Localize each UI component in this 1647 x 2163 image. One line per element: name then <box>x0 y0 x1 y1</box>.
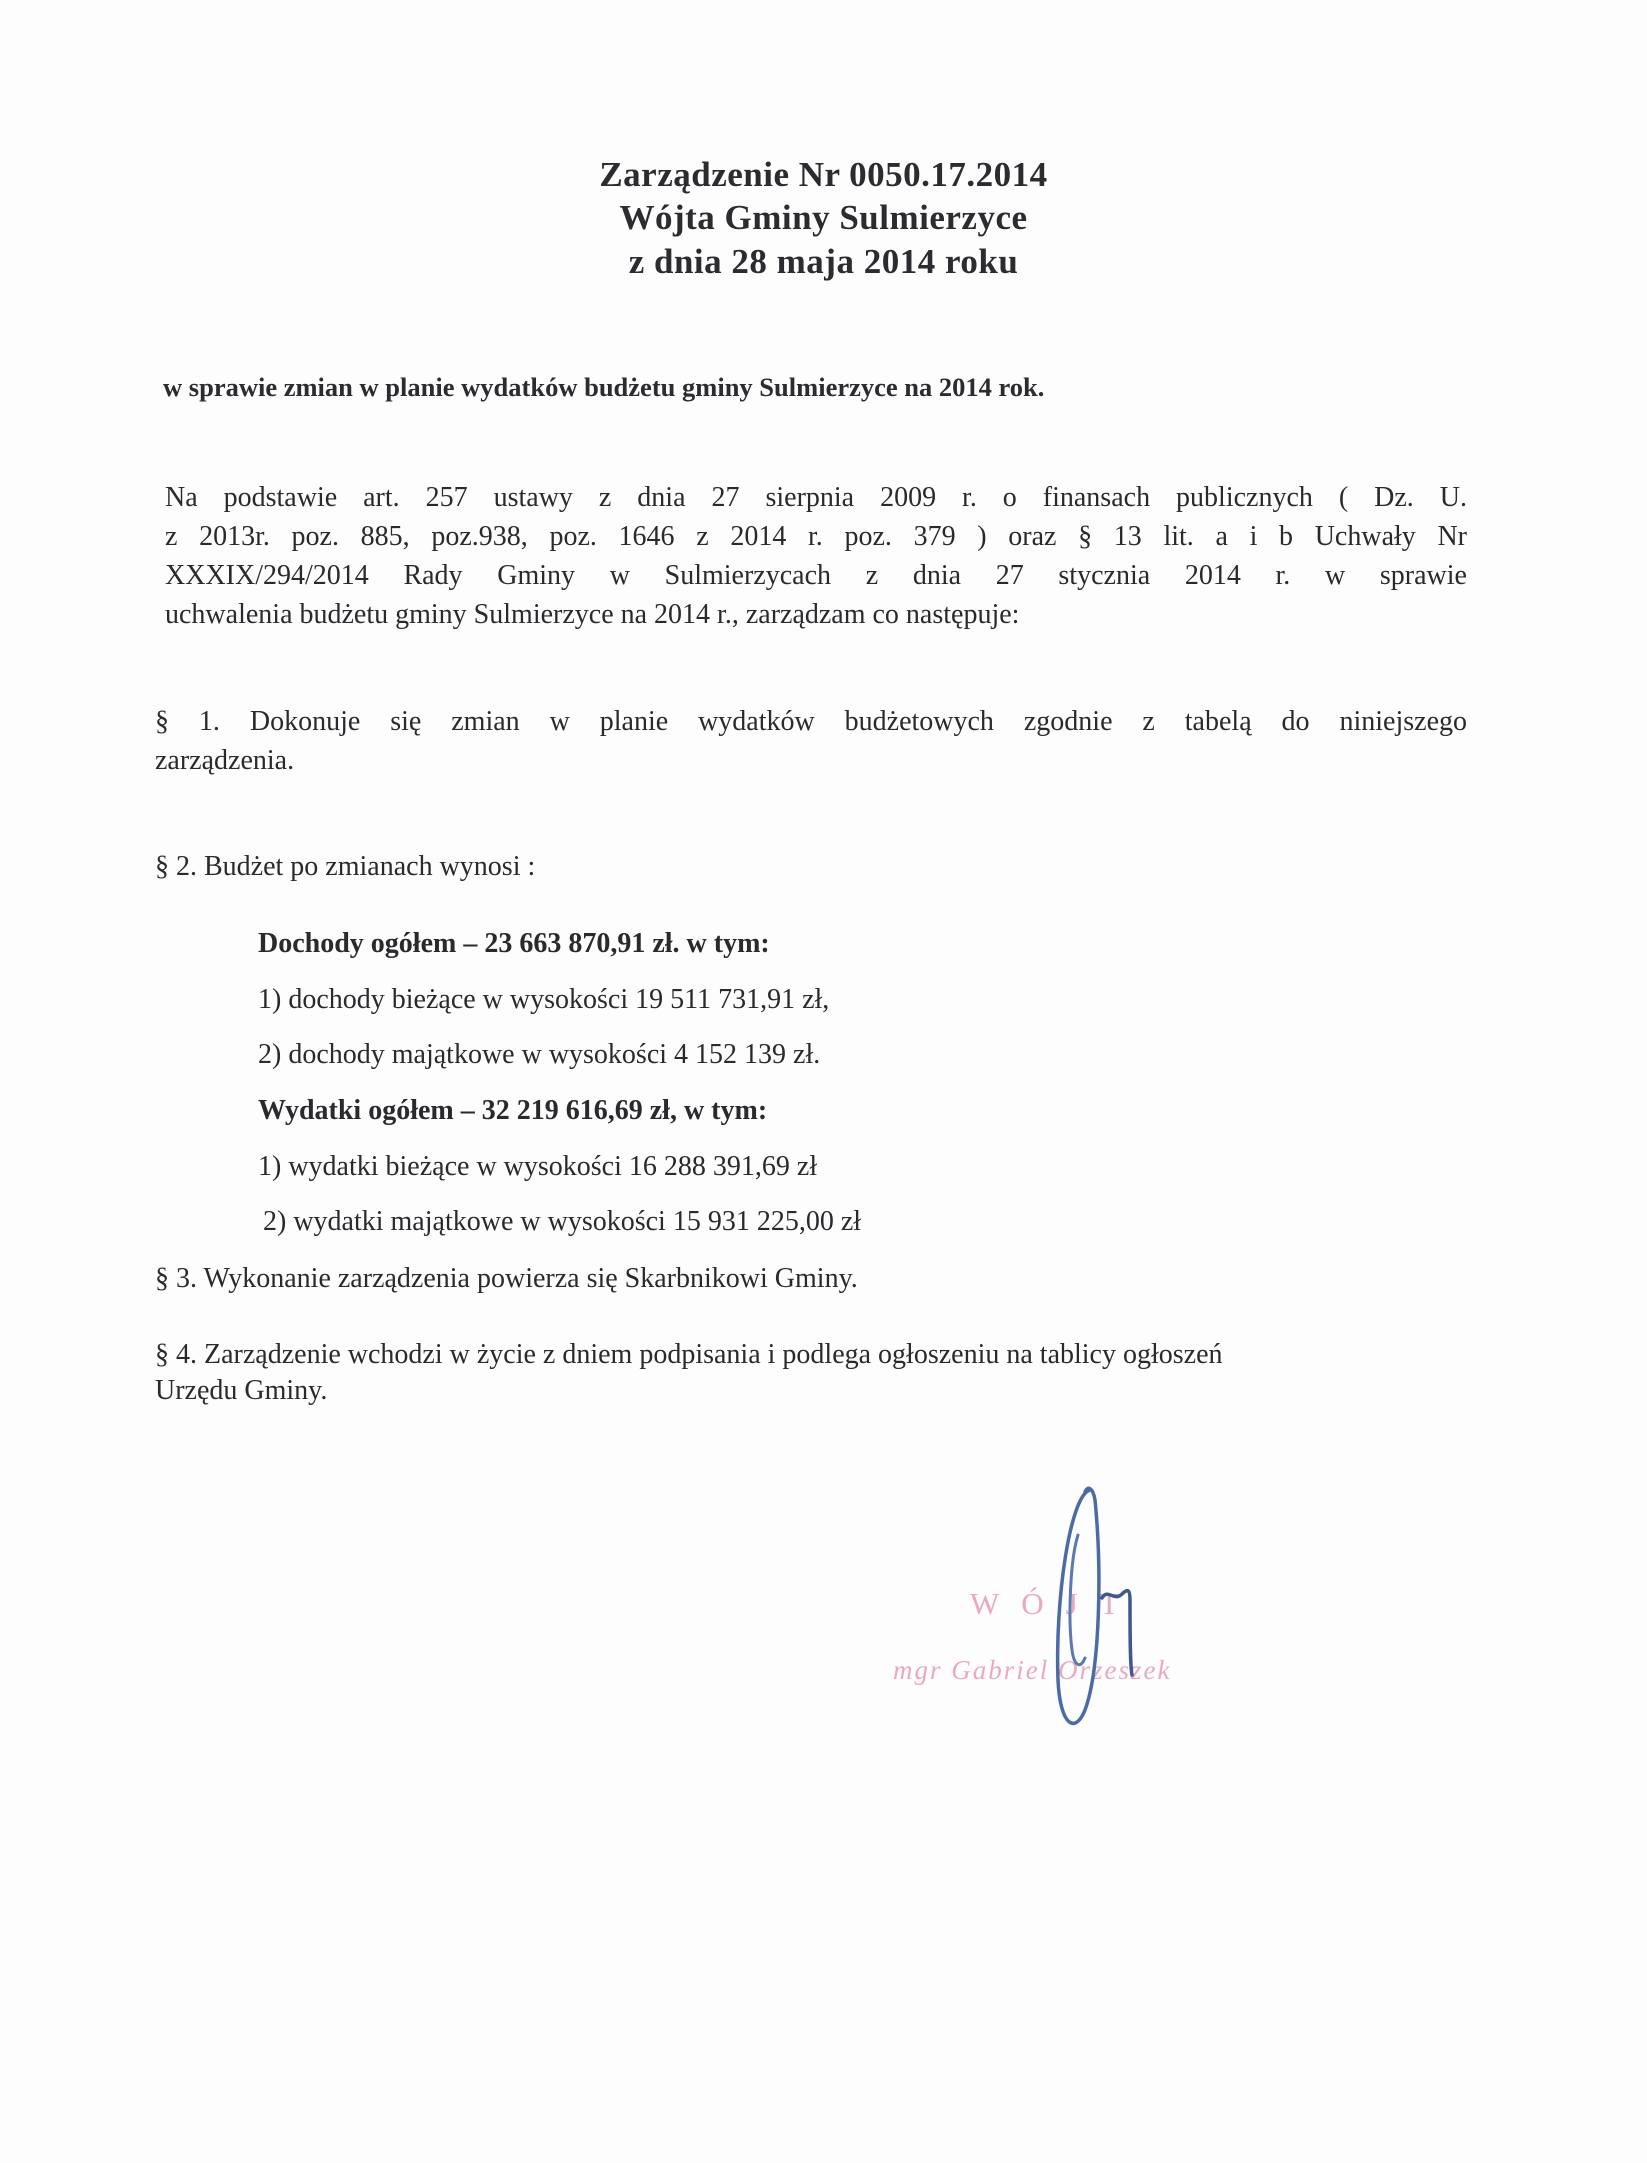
signature-stroke-tail <box>1102 1591 1132 1675</box>
section-2-intro: § 2. Budżet po zmianach wynosi : <box>155 851 536 882</box>
preamble-line: Na podstawie art. 257 ustawy z dnia 27 sierpnia 2009 r. o finansach publicznych ( Dz. U. <box>165 482 1467 513</box>
document-title-line-1: Zarządzenie Nr 0050.17.2014 <box>599 155 1048 194</box>
document-subject: w sprawie zmian w planie wydatków budżetu gminy Sulmierzyce na 2014 rok. <box>163 372 1045 402</box>
preamble-line: uchwalenia budżetu gminy Sulmierzyce na 2014 r., zarządzam co następuje: <box>165 599 1020 630</box>
section-4-line-2: Urzędu Gminy. <box>155 1375 328 1406</box>
signature-stroke-inner <box>1070 1535 1085 1665</box>
document-title-line-2: Wójta Gminy Sulmierzyce <box>619 198 1028 237</box>
expense-item-property: 2) wydatki majątkowe w wysokości 15 931 225,00 zł <box>263 1206 862 1237</box>
preamble-paragraph <box>165 478 1467 634</box>
section-1-line: zarządzenia. <box>155 745 295 776</box>
preamble-line: XXXIX/294/2014 Rady Gminy w Sulmierzycach z dnia 27 stycznia 2014 r. w sprawie <box>165 560 1467 591</box>
income-item-current: 1) dochody bieżące w wysokości 19 511 731,91 zł, <box>258 984 830 1015</box>
expense-total: Wydatki ogółem – 32 219 616,69 zł, w tym: <box>258 1095 768 1126</box>
expense-item-current: 1) wydatki bieżące w wysokości 16 288 391,69 zł <box>258 1151 818 1182</box>
income-total: Dochody ogółem – 23 663 870,91 zł. w tym: <box>258 928 770 959</box>
section-4-line-1: § 4. Zarządzenie wchodzi w życie z dniem podpisania i podlega ogłoszeniu na tablicy ogłoszeń <box>155 1339 1223 1370</box>
stamp-name: mgr Gabriel Orzeszek <box>893 1655 1172 1685</box>
handwritten-signature <box>1030 1480 1170 1740</box>
stamp-title: WÓJT <box>970 1586 1141 1621</box>
document-title-line-3: z dnia 28 maja 2014 roku <box>628 242 1019 281</box>
preamble-line: z 2013r. poz. 885, poz.938, poz. 1646 z 2014 r. poz. 379 ) oraz § 13 lit. a i b Uchwały Nr <box>165 521 1467 552</box>
signature-stroke-loop <box>1058 1488 1099 1723</box>
income-item-property: 2) dochody majątkowe w wysokości 4 152 139 zł. <box>258 1039 821 1070</box>
section-1-line: § 1. Dokonuje się zmian w planie wydatków budżetowych zgodnie z tabelą do niniejszego <box>155 706 1467 737</box>
section-1 <box>155 703 1467 781</box>
section-3: § 3. Wykonanie zarządzenia powierza się Skarbnikowi Gminy. <box>155 1263 858 1294</box>
